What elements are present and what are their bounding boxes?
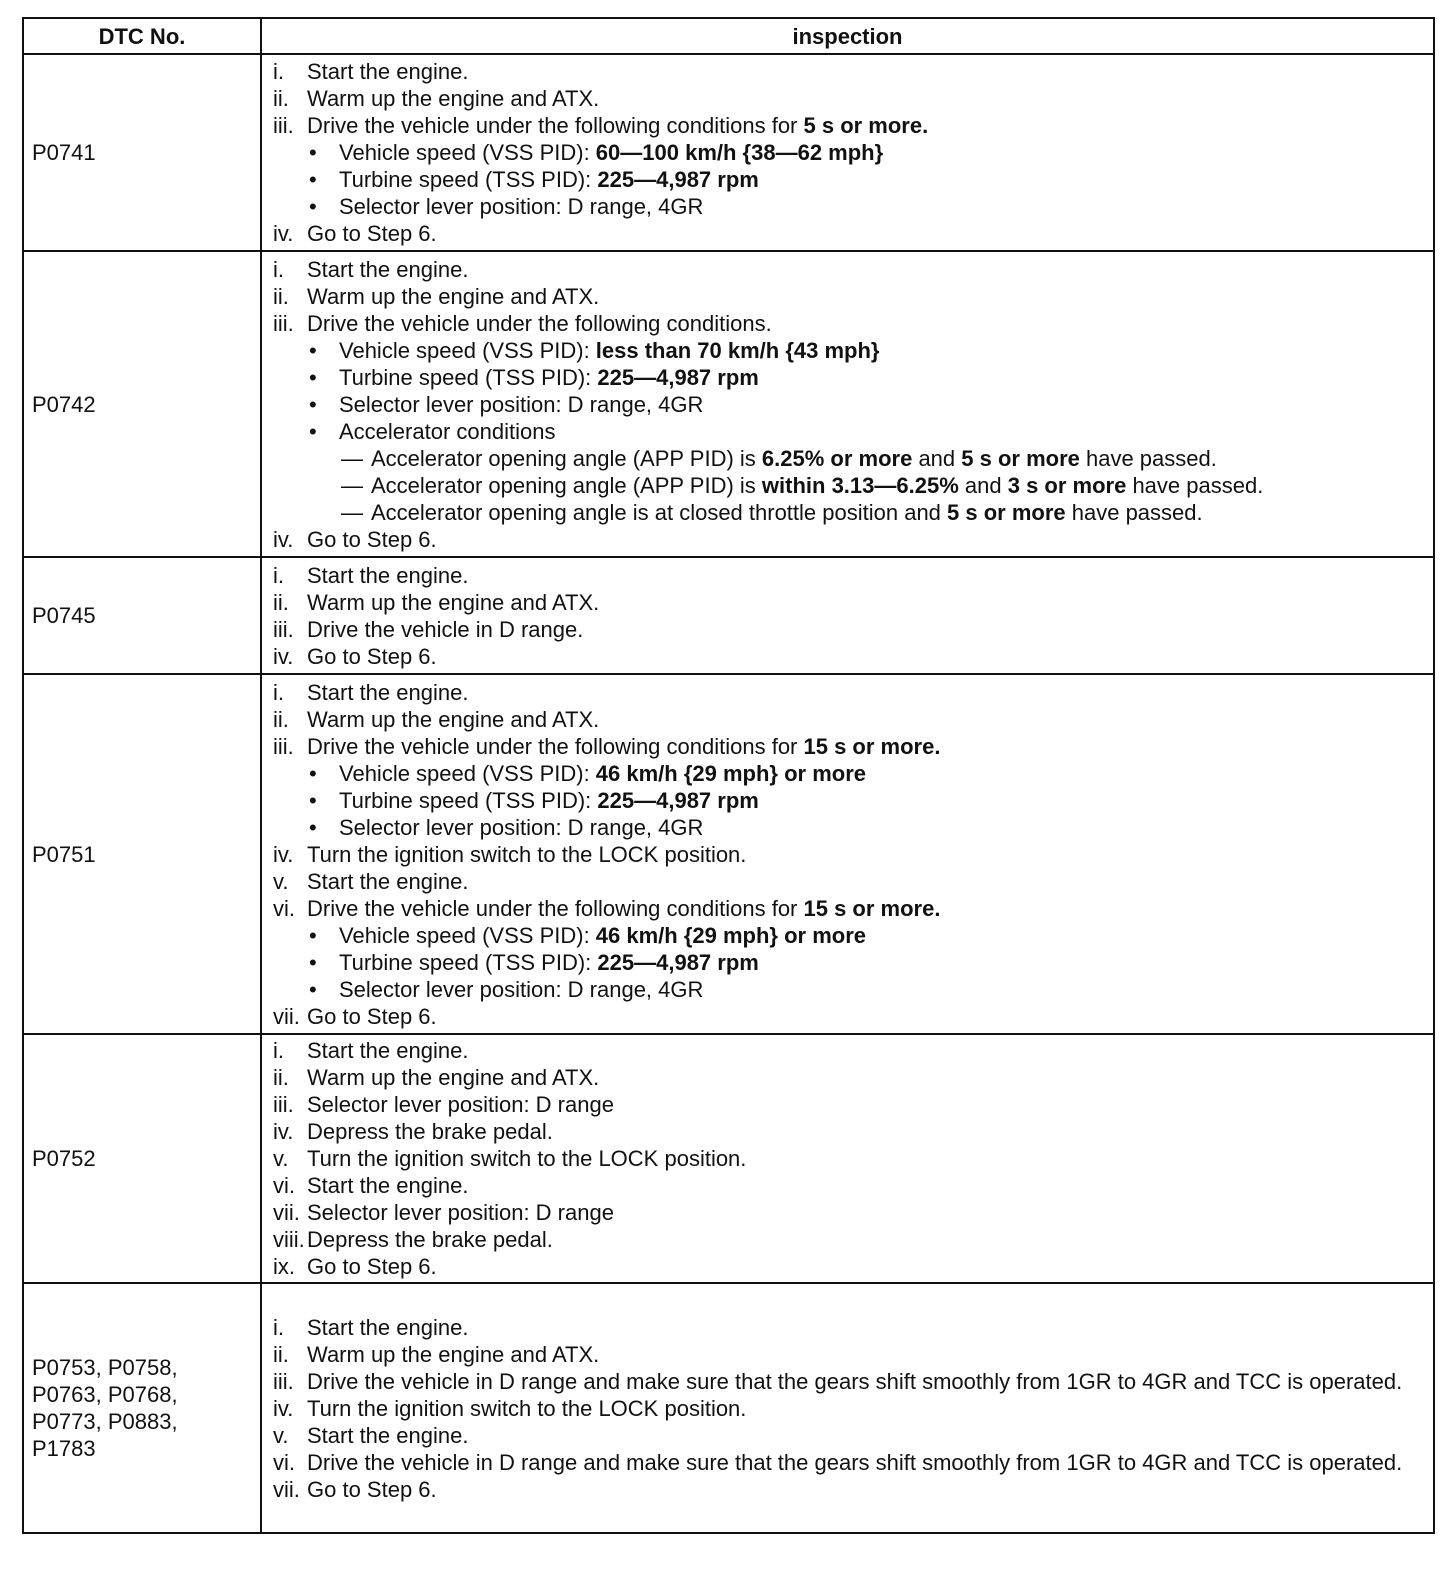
- bullet-line: [273, 949, 1427, 976]
- step-number: ii.: [273, 1065, 289, 1090]
- step-number: iii.: [273, 1092, 294, 1117]
- step-number: iv.: [273, 1395, 294, 1421]
- step-line: [273, 526, 1427, 553]
- step-number: vii.: [273, 1200, 300, 1225]
- dtc-cell: P0742: [23, 251, 261, 557]
- inspection-cell: [261, 557, 1434, 674]
- step-line: [273, 1091, 1427, 1118]
- step-text: Selector lever position: D range: [307, 1092, 614, 1117]
- step-bold-text: less than 70 km/h {43 mph}: [595, 337, 880, 363]
- bullet-icon: •: [309, 140, 317, 165]
- step-bold-text: 5 s or more.: [803, 113, 929, 138]
- step-line: [273, 256, 1427, 283]
- inspection-cell: [261, 54, 1434, 251]
- step-line: [273, 1395, 1427, 1422]
- step-bold-text: 15 s or more.: [803, 733, 941, 759]
- dtc-cell: P0752: [23, 1034, 261, 1283]
- step-number: i.: [273, 679, 284, 705]
- step-line: [273, 283, 1427, 310]
- step-bold-text: 225—4,987 rpm: [597, 167, 759, 192]
- table-row: [23, 674, 1434, 1034]
- step-line: [273, 1341, 1427, 1368]
- bullet-icon: •: [309, 814, 317, 840]
- step-number: iii.: [273, 310, 294, 336]
- step-text: Start the engine.: [307, 679, 469, 705]
- inspection-cell: [261, 251, 1434, 557]
- step-number: vii.: [273, 1003, 300, 1029]
- step-number: iv.: [273, 221, 294, 246]
- step-text: Start the engine.: [307, 59, 469, 84]
- step-number: iv.: [273, 643, 294, 669]
- step-text: Go to Step 6.: [307, 526, 437, 552]
- step-line: [273, 1118, 1427, 1145]
- step-text: Warm up the engine and ATX.: [307, 86, 600, 111]
- step-text: Selector lever position: D range, 4GR: [339, 814, 704, 840]
- step-text: Turn the ignition switch to the LOCK position.: [307, 1146, 747, 1171]
- step-line: [273, 220, 1427, 247]
- step-text: Turn the ignition switch to the LOCK position.: [307, 841, 747, 867]
- dash-icon: —: [341, 472, 363, 498]
- step-text: Accelerator opening angle (APP PID) is: [371, 472, 762, 498]
- step-line: [273, 112, 1427, 139]
- step-bold-text: 5 s or more: [947, 499, 1066, 525]
- bullet-icon: •: [309, 976, 317, 1002]
- step-line: [273, 1037, 1427, 1064]
- step-text: have passed.: [1079, 445, 1217, 471]
- step-number: v.: [273, 868, 289, 894]
- step-text: Turbine speed (TSS PID):: [339, 364, 598, 390]
- bullet-icon: •: [309, 337, 317, 363]
- step-line: [273, 58, 1427, 85]
- step-line: [273, 310, 1427, 337]
- step-text: Warm up the engine and ATX.: [307, 1341, 600, 1367]
- step-bold-text: 6.25% or more: [761, 445, 913, 471]
- step-text: Accelerator opening angle is at closed throttle position and: [371, 499, 948, 525]
- header-dtc-no: DTC No.: [23, 18, 261, 54]
- step-text: Turbine speed (TSS PID):: [339, 167, 598, 192]
- step-number: i.: [273, 1314, 284, 1340]
- step-text: Drive the vehicle under the following conditions for: [307, 733, 804, 759]
- bullet-line: [273, 166, 1427, 193]
- step-line: [273, 1368, 1427, 1395]
- step-bold-text: 225—4,987 rpm: [597, 949, 759, 975]
- step-text: Vehicle speed (VSS PID):: [339, 337, 596, 363]
- step-line: [273, 1199, 1427, 1226]
- step-text: Drive the vehicle in D range.: [307, 616, 584, 642]
- step-text: Vehicle speed (VSS PID):: [339, 922, 596, 948]
- step-bold-text: 5 s or more: [961, 445, 1080, 471]
- table-body: [23, 54, 1434, 1533]
- step-line: [273, 1003, 1427, 1030]
- step-number: ii.: [273, 706, 289, 732]
- step-line: [273, 1449, 1427, 1476]
- step-line: [273, 1226, 1427, 1253]
- dash-line: [273, 445, 1427, 472]
- step-number: iii.: [273, 733, 294, 759]
- step-bold-text: 3 s or more: [1007, 472, 1127, 498]
- step-line: [273, 1314, 1427, 1341]
- table-row: [23, 1283, 1434, 1533]
- dtc-cell: P0751: [23, 674, 261, 1034]
- step-bold-text: 60—100 km/h {38—62 mph}: [595, 140, 884, 165]
- bullet-icon: •: [309, 364, 317, 390]
- bullet-line: [273, 814, 1427, 841]
- bullet-line: [273, 976, 1427, 1003]
- bullet-icon: •: [309, 418, 317, 444]
- step-line: [273, 562, 1427, 589]
- step-number: ii.: [273, 86, 289, 111]
- step-line: [273, 841, 1427, 868]
- step-text: Warm up the engine and ATX.: [307, 1065, 600, 1090]
- step-bold-text: 15 s or more.: [803, 895, 941, 921]
- header-inspection: inspection: [261, 18, 1434, 54]
- bullet-line: [273, 364, 1427, 391]
- step-line: [273, 868, 1427, 895]
- step-text: Go to Step 6.: [307, 1254, 437, 1279]
- bullet-line: [273, 787, 1427, 814]
- step-number: iii.: [273, 113, 294, 138]
- bullet-line: [273, 193, 1427, 220]
- step-text: Go to Step 6.: [307, 221, 437, 246]
- step-number: ii.: [273, 589, 289, 615]
- bullet-line: [273, 922, 1427, 949]
- inspection-cell: [261, 1034, 1434, 1283]
- table-row: [23, 251, 1434, 557]
- step-text: Start the engine.: [307, 562, 469, 588]
- step-text: Turbine speed (TSS PID):: [339, 787, 598, 813]
- step-number: vi.: [273, 1173, 295, 1198]
- step-line: [273, 1422, 1427, 1449]
- step-text: Start the engine.: [307, 1314, 469, 1340]
- bullet-line: [273, 337, 1427, 364]
- step-number: iv.: [273, 841, 294, 867]
- step-bold-text: 225—4,987 rpm: [597, 364, 759, 390]
- step-line: [273, 706, 1427, 733]
- dtc-inspection-table: [22, 17, 1435, 1534]
- step-text: Warm up the engine and ATX.: [307, 589, 600, 615]
- inspection-cell: [261, 1283, 1434, 1533]
- table-header-row: [23, 18, 1434, 54]
- bullet-icon: •: [309, 760, 317, 786]
- step-text: Depress the brake pedal.: [307, 1227, 553, 1252]
- step-text: Go to Step 6.: [307, 1003, 437, 1029]
- step-line: [273, 679, 1427, 706]
- step-text: and: [958, 472, 1008, 498]
- step-number: vi.: [273, 895, 295, 921]
- dtc-cell: P0741: [23, 54, 261, 251]
- bullet-icon: •: [309, 194, 317, 219]
- step-text: Warm up the engine and ATX.: [307, 283, 600, 309]
- step-number: i.: [273, 59, 284, 84]
- step-number: vii.: [273, 1476, 300, 1502]
- table-row: [23, 1034, 1434, 1283]
- step-text: Drive the vehicle under the following conditions.: [307, 310, 772, 336]
- step-text: Drive the vehicle under the following conditions for: [307, 113, 804, 138]
- step-text: and: [912, 445, 962, 471]
- step-line: [273, 643, 1427, 670]
- step-text: Vehicle speed (VSS PID):: [339, 140, 596, 165]
- step-text: Selector lever position: D range, 4GR: [339, 194, 704, 219]
- step-text: Vehicle speed (VSS PID):: [339, 760, 596, 786]
- bullet-icon: •: [309, 167, 317, 192]
- step-line: [273, 1253, 1427, 1280]
- step-number: ii.: [273, 1341, 289, 1367]
- bullet-line: [273, 760, 1427, 787]
- step-number: i.: [273, 562, 284, 588]
- step-number: i.: [273, 1038, 284, 1063]
- step-line: [273, 1064, 1427, 1091]
- bullet-icon: •: [309, 391, 317, 417]
- step-number: iv.: [273, 1119, 294, 1144]
- step-text: Accelerator opening angle (APP PID) is: [371, 445, 762, 471]
- step-text: Start the engine.: [307, 1173, 469, 1198]
- step-bold-text: 225—4,987 rpm: [597, 787, 759, 813]
- bullet-line: [273, 139, 1427, 166]
- dash-icon: —: [341, 499, 363, 525]
- inspection-cell: [261, 674, 1434, 1034]
- table-row: [23, 557, 1434, 674]
- step-number: iii.: [273, 1368, 294, 1394]
- dtc-cell: P0745: [23, 557, 261, 674]
- step-text: Go to Step 6.: [307, 1476, 437, 1502]
- table-row: [23, 54, 1434, 251]
- step-line: [273, 733, 1427, 760]
- step-text: Depress the brake pedal.: [307, 1119, 553, 1144]
- step-text: Go to Step 6.: [307, 643, 437, 669]
- bullet-icon: •: [309, 949, 317, 975]
- dash-line: [273, 499, 1427, 526]
- step-number: v.: [273, 1146, 289, 1171]
- step-text: have passed.: [1126, 472, 1264, 498]
- step-number: iv.: [273, 526, 294, 552]
- bullet-line: [273, 391, 1427, 418]
- step-text: Accelerator conditions: [339, 418, 556, 444]
- step-bold-text: 46 km/h {29 mph} or more: [595, 922, 867, 948]
- step-line: [273, 1145, 1427, 1172]
- step-text: Start the engine.: [307, 256, 469, 282]
- step-text: Warm up the engine and ATX.: [307, 706, 600, 732]
- step-number: iii.: [273, 616, 294, 642]
- step-bold-text: 46 km/h {29 mph} or more: [595, 760, 867, 786]
- step-number: vi.: [273, 1449, 295, 1475]
- step-text: Selector lever position: D range, 4GR: [339, 391, 704, 417]
- step-text: Start the engine.: [307, 1038, 469, 1063]
- step-line: [273, 1476, 1427, 1503]
- step-number: v.: [273, 1422, 289, 1448]
- step-bold-text: within 3.13—6.25%: [761, 472, 959, 498]
- step-line: [273, 616, 1427, 643]
- step-text: Selector lever position: D range: [307, 1200, 614, 1225]
- dtc-cell: P0753, P0758, P0763, P0768, P0773, P0883, P1783: [23, 1283, 261, 1533]
- step-text: Drive the vehicle under the following conditions for: [307, 895, 804, 921]
- step-number: viii.: [273, 1227, 305, 1252]
- step-number: ix.: [273, 1254, 295, 1279]
- bullet-line: [273, 418, 1427, 445]
- dash-icon: —: [341, 445, 363, 471]
- step-number: ii.: [273, 283, 289, 309]
- step-text: have passed.: [1065, 499, 1203, 525]
- step-text: Turn the ignition switch to the LOCK position.: [307, 1395, 747, 1421]
- bullet-icon: •: [309, 922, 317, 948]
- step-number: i.: [273, 256, 284, 282]
- step-line: [273, 895, 1427, 922]
- step-text: Start the engine.: [307, 1422, 469, 1448]
- step-text: Drive the vehicle in D range and make sure that the gears shift smoothly from 1GR to 4GR and TCC is operated.: [307, 1368, 1403, 1394]
- step-line: [273, 589, 1427, 616]
- step-text: Start the engine.: [307, 868, 469, 894]
- step-text: Turbine speed (TSS PID):: [339, 949, 598, 975]
- step-line: [273, 85, 1427, 112]
- bullet-icon: •: [309, 787, 317, 813]
- dash-line: [273, 472, 1427, 499]
- step-text: Selector lever position: D range, 4GR: [339, 976, 704, 1002]
- step-text: Drive the vehicle in D range and make sure that the gears shift smoothly from 1GR to 4GR and TCC is operated.: [307, 1449, 1403, 1475]
- step-line: [273, 1172, 1427, 1199]
